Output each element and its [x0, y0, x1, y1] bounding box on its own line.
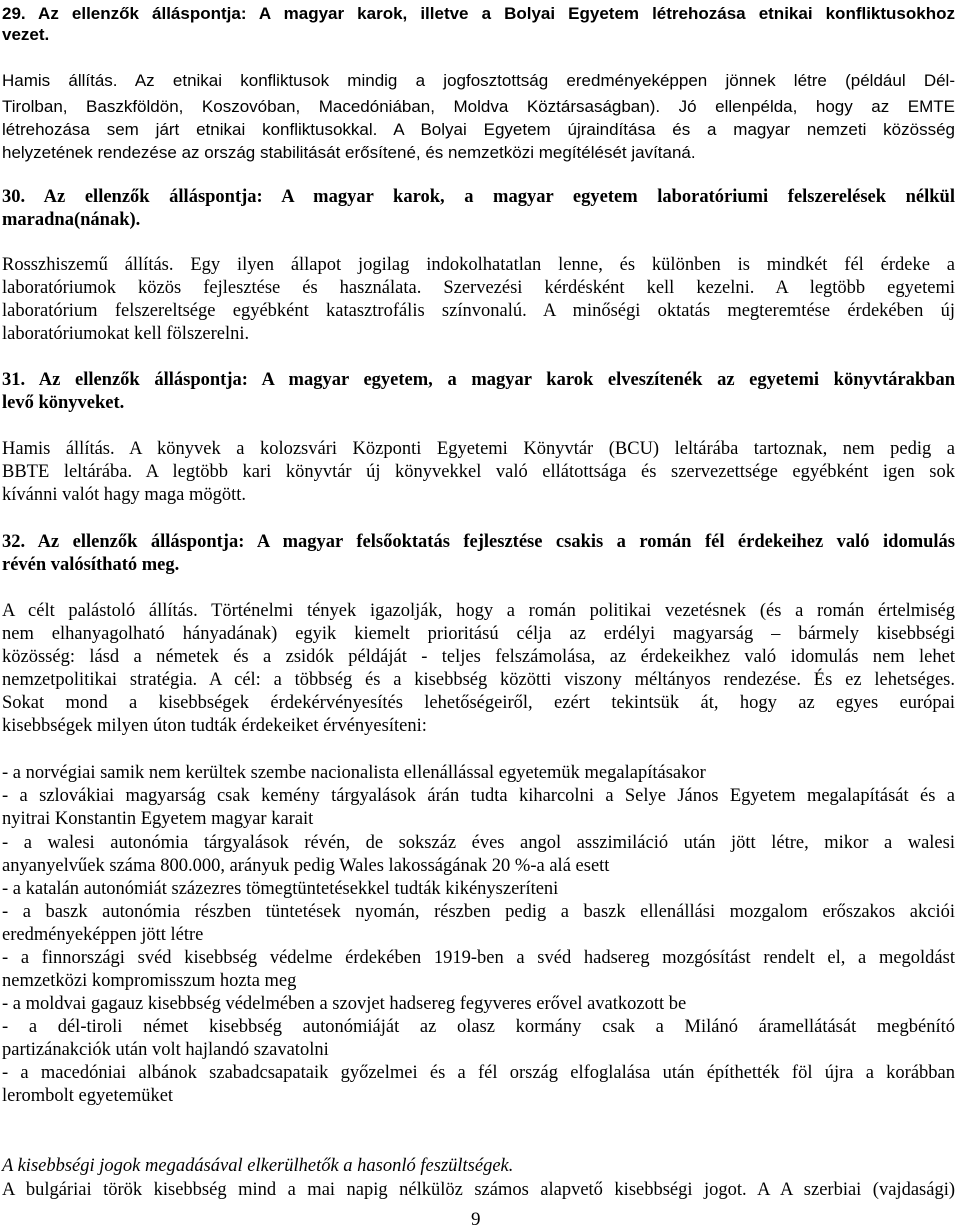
text-line: Tirolban, Baszkföldön, Koszovóban, Macedóniában, Moldva Köztársaságban). Jó ellenpélda, hogy az EMTE	[2, 97, 955, 116]
text-line: 30. Az ellenzők álláspontja: A magyar karok, a magyar egyetem laboratóriumi felszerelések nélkül	[2, 187, 955, 207]
text-line: kívánni valót hagy maga mögött.	[2, 485, 247, 505]
text-line: nemzetpolitikai stratégia. A cél: a többség és a kisebbség közötti viszony méltányos rendezése. És ez lehetséges.	[2, 670, 955, 690]
text-line: laboratóriumokat kell fölszerelni.	[2, 324, 250, 344]
text-line: eredményeképpen jött létre	[2, 925, 204, 945]
text-line: lerombolt egyetemüket	[2, 1086, 174, 1106]
text-line: A célt palástoló állítás. Történelmi tények igazolják, hogy a román politikai vezetésnek (és a román értelmiség	[2, 601, 955, 621]
text-line: BBTE leltárába. A legtöbb kari könyvtár új könyvekkel való ellátottsága és szervezettsége egyébként igen sok	[2, 462, 955, 482]
text-line: nyitrai Konstantin Egyetem magyar karait	[2, 809, 314, 829]
list-item: - a walesi autonómia tárgyalások révén, de sokszáz éves angol asszimiláció után jött létre, mikor a walesi	[2, 833, 955, 853]
list-item: - a norvégiai samik nem kerültek szembe nacionalista ellenállással egyetemük megalapításakor	[2, 763, 706, 783]
text-line: laboratórium felszereltsége egyébként katasztrofális színvonalú. A minőségi oktatás megteremtése érdekében új	[2, 301, 955, 321]
text-line: révén valósítható meg.	[2, 555, 180, 575]
text-line: létrehozása sem járt etnikai konfliktusokkal. A Bolyai Egyetem újraindítása és a magyar nemzeti közösség	[2, 120, 955, 139]
list-item: - a finnországi svéd kisebbség védelme érdekében 1919-ben a svéd hadsereg mozgósítást rendelt el, a megoldást	[2, 948, 955, 968]
text-line: nemzetközi kompromisszum hozta meg	[2, 971, 297, 991]
text-line: Hamis állítás. Az etnikai konfliktusok mindig a jogfosztottság eredményeképpen jönnek létre (például Dél-	[2, 71, 955, 90]
list-item: - a dél-tiroli német kisebbség autonómiáját az olasz kormány csak a Milánó áramellátását megbénító	[2, 1017, 955, 1037]
list-item: - a macedóniai albánok szabadcsapataik győzelmei és a fél ország elfoglalása után építhették föl újra a korábban	[2, 1063, 955, 1083]
list-item: - a szlovákiai magyarság csak kemény tárgyalások árán tudta kiharcolni a Selye János Egyetem megalapítását és a	[2, 786, 955, 806]
text-line: 29. Az ellenzők álláspontja: A magyar karok, illetve a Bolyai Egyetem létrehozása etnikai konfliktusokhoz	[2, 4, 955, 23]
text-line: A bulgáriai török kisebbség mind a mai napig nélkülöz számos alapvető kisebbségi jogot. A A szerbiai (vajdasági)	[2, 1180, 955, 1200]
text-line: maradna(nának).	[2, 210, 141, 230]
list-item: - a moldvai gagauz kisebbség védelmében a szovjet hadsereg fegyveres erővel avatkozott be	[2, 994, 687, 1014]
text-line: helyzetének rendezése az ország stabilitását erősítené, és nemzetközi megítélését javítaná.	[2, 143, 696, 162]
text-line: anyanyelvűek száma 800.000, arányuk pedig Wales lakosságának 20 %-a alá esett	[2, 856, 610, 876]
text-line: közösség: lásd a németek és a zsidók példáját - teljes felszámolása, az érdekeikhez való idomulás nem lehet	[2, 647, 955, 667]
text-line: nem elhanyagolható hányadának) egyik kiemelt prioritású célja az erdélyi magyarság – bármely kisebbségi	[2, 624, 955, 644]
text-line: 32. Az ellenzők álláspontja: A magyar felsőoktatás fejlesztése csakis a román fél érdekeihez való idomulás	[2, 532, 955, 552]
text-line: vezet.	[2, 25, 50, 44]
text-line: A kisebbségi jogok megadásával elkerülhetők a hasonló feszültségek.	[2, 1156, 514, 1176]
text-line: Sokat mond a kisebbségek érdekérvényesítés lehetőségeiről, ezért tekintsük át, hogy az egyes európai	[2, 693, 955, 713]
text-line: laboratóriumok közös fejlesztése és használata. Szervezési kérdésként kell kezelni. A legtöbb egyetemi	[2, 278, 955, 298]
text-line: Hamis állítás. A könyvek a kolozsvári Központi Egyetemi Könyvtár (BCU) leltárába tartoznak, nem pedig a	[2, 439, 955, 459]
text-line: levő könyveket.	[2, 393, 125, 413]
text-line: 31. Az ellenzők álláspontja: A magyar egyetem, a magyar karok elveszítenék az egyetemi könyvtárakban	[2, 370, 955, 390]
text-line: kisebbségek milyen úton tudták érdekeiket érvényesíteni:	[2, 716, 427, 736]
text-line: Rosszhiszemű állítás. Egy ilyen állapot jogilag indokolhatatlan lenne, és különben is mindkét fél érdeke a	[2, 255, 955, 275]
page-number: 9	[471, 1209, 481, 1230]
text-line: partizánakciók után volt hajlandó szavatolni	[2, 1040, 329, 1060]
list-item: - a katalán autonómiát százezres tömegtüntetésekkel tudták kikényszeríteni	[2, 879, 559, 899]
list-item: - a baszk autonómia részben tüntetések nyomán, részben pedig a baszk ellenállási mozgalom erőszakos akciói	[2, 902, 955, 922]
